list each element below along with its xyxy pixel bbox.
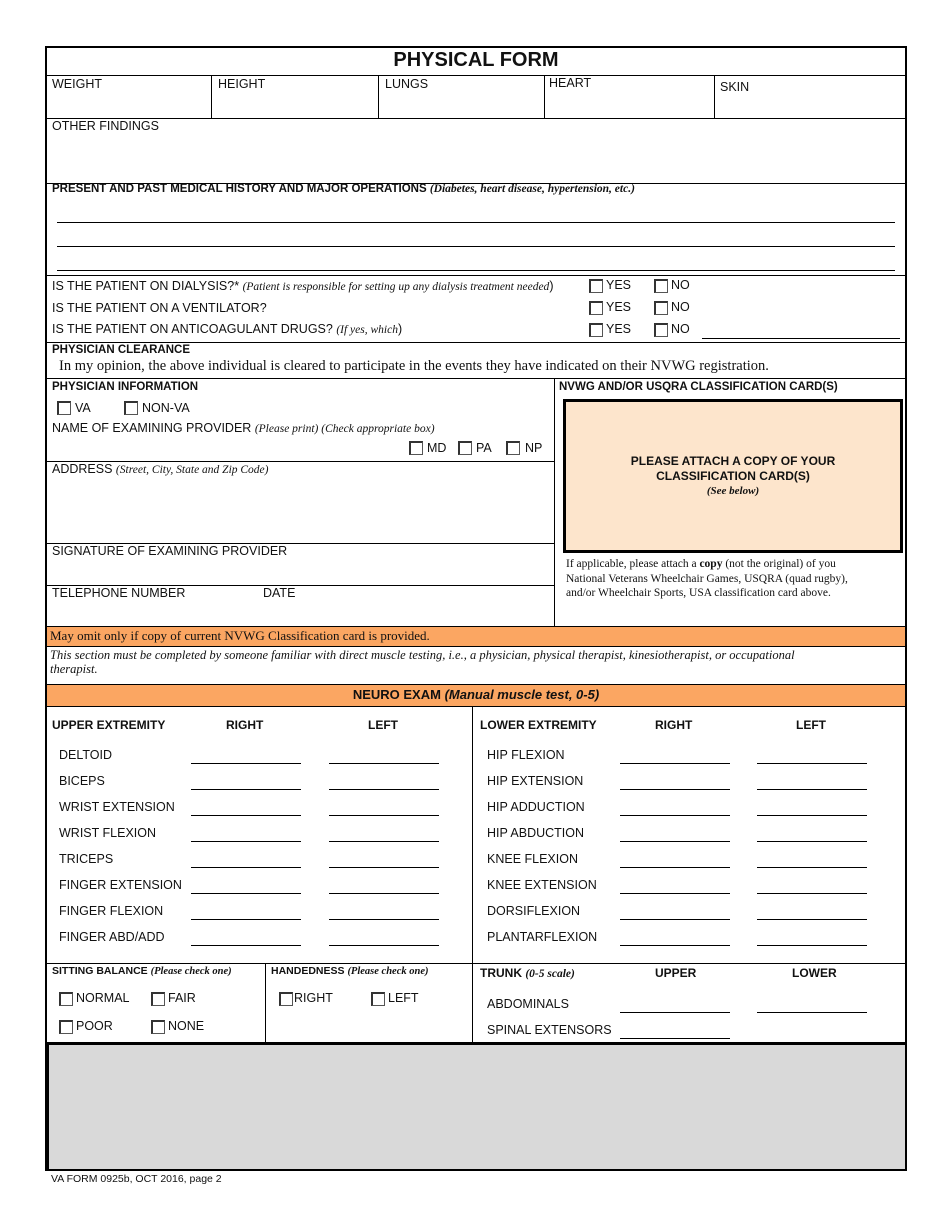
medical-history-label: PRESENT AND PAST MEDICAL HISTORY AND MAJOR OPERATIONS (Diabetes, heart disease, hypertension, etc.)	[52, 183, 635, 195]
classification-box-line2: CLASSIFICATION CARD(S)	[656, 469, 810, 483]
np-label: NP	[525, 441, 543, 455]
section-instructions: This section must be completed by someone familiar with direct muscle testing, i.e., a physician, physical therapist, kinesiotherapist, or occupational therapist.	[50, 648, 795, 676]
history-line[interactable]	[57, 222, 895, 223]
sitting-normal-label: NORMAL	[76, 991, 130, 1005]
upper-left-header: LEFT	[368, 718, 398, 732]
lower-right-input[interactable]	[620, 867, 730, 868]
yes-label: YES	[606, 300, 632, 314]
lower-row-label: HIP FLEXION	[487, 748, 565, 762]
anticoagulant-question: IS THE PATIENT ON ANTICOAGULANT DRUGS? (If yes, which)	[52, 322, 403, 336]
lower-right-input[interactable]	[620, 841, 730, 842]
neuro-exam-banner: NEURO EXAM (Manual muscle test, 0-5)	[47, 685, 905, 706]
dialysis-no-checkbox[interactable]	[654, 279, 668, 293]
upper-row-label: DELTOID	[59, 748, 113, 762]
lower-row-label: HIP ABDUCTION	[487, 826, 585, 840]
handedness-left-checkbox[interactable]	[371, 992, 385, 1006]
upper-right-input[interactable]	[191, 841, 301, 842]
dialysis-yes-checkbox[interactable]	[589, 279, 603, 293]
upper-left-input[interactable]	[329, 867, 439, 868]
upper-row-label: WRIST EXTENSION	[59, 800, 175, 814]
lower-right-header: RIGHT	[655, 718, 693, 732]
upper-row-label: FINGER FLEXION	[59, 904, 164, 918]
sitting-fair-label: FAIR	[168, 991, 196, 1005]
lower-left-input[interactable]	[757, 893, 867, 894]
history-line[interactable]	[57, 270, 895, 271]
upper-right-header: RIGHT	[226, 718, 264, 732]
upper-right-input[interactable]	[191, 893, 301, 894]
yes-label: YES	[606, 322, 632, 336]
lower-row-label: DORSIFLEXION	[487, 904, 581, 918]
non-va-label: NON-VA	[142, 401, 190, 415]
trunk-title: TRUNK (0-5 scale)	[480, 966, 575, 980]
lower-left-input[interactable]	[757, 789, 867, 790]
sitting-balance-title: SITTING BALANCE (Please check one)	[52, 965, 232, 977]
upper-left-input[interactable]	[329, 945, 439, 946]
classification-box-line1: PLEASE ATTACH A COPY OF YOUR	[630, 454, 836, 468]
va-checkbox[interactable]	[57, 401, 71, 415]
lower-left-input[interactable]	[757, 945, 867, 946]
sitting-none-checkbox[interactable]	[151, 1020, 165, 1034]
other-findings-field[interactable]: OTHER FINDINGS	[52, 119, 159, 133]
upper-left-input[interactable]	[329, 763, 439, 764]
pa-checkbox[interactable]	[458, 441, 472, 455]
upper-left-input[interactable]	[329, 919, 439, 920]
upper-right-input[interactable]	[191, 867, 301, 868]
handedness-left-label: LEFT	[388, 991, 419, 1005]
upper-right-input[interactable]	[191, 945, 301, 946]
lower-right-input[interactable]	[620, 893, 730, 894]
lower-right-input[interactable]	[620, 789, 730, 790]
md-checkbox[interactable]	[409, 441, 423, 455]
lower-right-input[interactable]	[620, 919, 730, 920]
omit-banner: May omit only if copy of current NVWG Classification card is provided.	[47, 627, 905, 646]
physician-clearance-text: In my opinion, the above individual is cleared to participate in the events they have indicated on their NVWG registration.	[59, 358, 769, 374]
lower-left-input[interactable]	[757, 919, 867, 920]
trunk-upper-header: UPPER	[655, 966, 697, 980]
upper-right-input[interactable]	[191, 919, 301, 920]
classification-box-note: (See below)	[706, 485, 760, 497]
sitting-poor-label: POOR	[76, 1019, 113, 1033]
upper-right-input[interactable]	[191, 815, 301, 816]
weight-field[interactable]: WEIGHT	[52, 77, 102, 91]
np-checkbox[interactable]	[506, 441, 520, 455]
upper-row-label: WRIST FLEXION	[59, 826, 157, 840]
handedness-title: HANDEDNESS (Please check one)	[271, 965, 429, 977]
no-label: NO	[671, 322, 690, 336]
va-label: VA	[75, 401, 91, 415]
upper-extremity-title: UPPER EXTREMITY	[52, 718, 166, 732]
telephone-field[interactable]: TELEPHONE NUMBER	[52, 586, 186, 600]
handedness-right-checkbox[interactable]	[279, 992, 293, 1006]
ventilator-question: IS THE PATIENT ON A VENTILATOR?	[52, 301, 267, 315]
md-label: MD	[427, 441, 447, 455]
handedness-right-label: RIGHT	[294, 991, 333, 1005]
abdominals-upper-input[interactable]	[620, 1012, 730, 1013]
pa-label: PA	[476, 441, 492, 455]
no-label: NO	[671, 300, 690, 314]
trunk-lower-header: LOWER	[792, 966, 837, 980]
anticoagulant-yes-checkbox[interactable]	[589, 323, 603, 337]
lower-left-input[interactable]	[757, 763, 867, 764]
signature-field[interactable]: SIGNATURE OF EXAMINING PROVIDER	[52, 544, 288, 558]
ventilator-yes-checkbox[interactable]	[589, 301, 603, 315]
classification-title: NVWG AND/OR USQRA CLASSIFICATION CARD(S)	[559, 381, 838, 393]
lower-left-input[interactable]	[757, 815, 867, 816]
history-line[interactable]	[57, 246, 895, 247]
upper-right-input[interactable]	[191, 789, 301, 790]
lower-row-label: PLANTARFLEXION	[487, 930, 598, 944]
anticoagulant-which-line[interactable]	[702, 338, 900, 339]
abdominals-lower-input[interactable]	[757, 1012, 867, 1013]
lower-left-header: LEFT	[796, 718, 826, 732]
upper-row-label: FINGER ABD/ADD	[59, 930, 165, 944]
lower-row-label: KNEE EXTENSION	[487, 878, 597, 892]
lower-row-label: KNEE FLEXION	[487, 852, 578, 866]
lower-row-label: HIP ADDUCTION	[487, 800, 585, 814]
page-title: PHYSICAL FORM	[393, 49, 559, 71]
date-field[interactable]: DATE	[263, 586, 296, 600]
height-field[interactable]: HEIGHT	[218, 77, 266, 91]
upper-left-input[interactable]	[329, 789, 439, 790]
form-footer: VA FORM 0925b, OCT 2016, page 2	[51, 1173, 222, 1185]
provider-name-field[interactable]: NAME OF EXAMINING PROVIDER (Please print) (Check appropriate box)	[52, 421, 435, 435]
trunk-row-label: SPINAL EXTENSORS	[487, 1023, 612, 1037]
upper-right-input[interactable]	[191, 763, 301, 764]
sitting-none-label: NONE	[168, 1019, 205, 1033]
upper-row-label: TRICEPS	[59, 852, 114, 866]
lower-right-input[interactable]	[620, 815, 730, 816]
physician-info-title: PHYSICIAN INFORMATION	[52, 381, 199, 393]
classification-card-box[interactable]	[563, 399, 903, 553]
ventilator-no-checkbox[interactable]	[654, 301, 668, 315]
sitting-normal-checkbox[interactable]	[59, 992, 73, 1006]
dialysis-question: IS THE PATIENT ON DIALYSIS?* (Patient is responsible for setting up any dialysis treatment needed)	[52, 279, 554, 293]
lower-left-input[interactable]	[757, 841, 867, 842]
lower-right-input[interactable]	[620, 763, 730, 764]
lower-left-input[interactable]	[757, 867, 867, 868]
yes-label: YES	[606, 278, 632, 292]
upper-row-label: FINGER EXTENSION	[59, 878, 182, 892]
lower-extremity-title: LOWER EXTREMITY	[480, 718, 597, 732]
spinal-extensors-upper-input[interactable]	[620, 1038, 730, 1039]
address-field[interactable]: ADDRESS (Street, City, State and Zip Code)	[52, 462, 269, 476]
skin-field[interactable]: SKIN	[720, 80, 750, 94]
heart-field[interactable]: HEART	[549, 76, 592, 90]
lower-right-input[interactable]	[620, 945, 730, 946]
sitting-poor-checkbox[interactable]	[59, 1020, 73, 1034]
lungs-field[interactable]: LUNGS	[385, 77, 429, 91]
trunk-row-label: ABDOMINALS	[487, 997, 569, 1011]
upper-left-input[interactable]	[329, 893, 439, 894]
classification-instructions: If applicable, please attach a copy (not the original) of you National Veterans Wheelchair Games, USQRA (quad rugby), and/or Wheelchair Sports, USA classification card above.	[566, 558, 848, 599]
sitting-fair-checkbox[interactable]	[151, 992, 165, 1006]
upper-row-label: BICEPS	[59, 774, 105, 788]
non-va-checkbox[interactable]	[124, 401, 138, 415]
physician-clearance-title: PHYSICIAN CLEARANCE	[52, 344, 191, 356]
lower-row-label: HIP EXTENSION	[487, 774, 584, 788]
anticoagulant-no-checkbox[interactable]	[654, 323, 668, 337]
office-use-area	[47, 1043, 905, 1169]
upper-left-input[interactable]	[329, 841, 439, 842]
no-label: NO	[671, 278, 690, 292]
upper-left-input[interactable]	[329, 815, 439, 816]
